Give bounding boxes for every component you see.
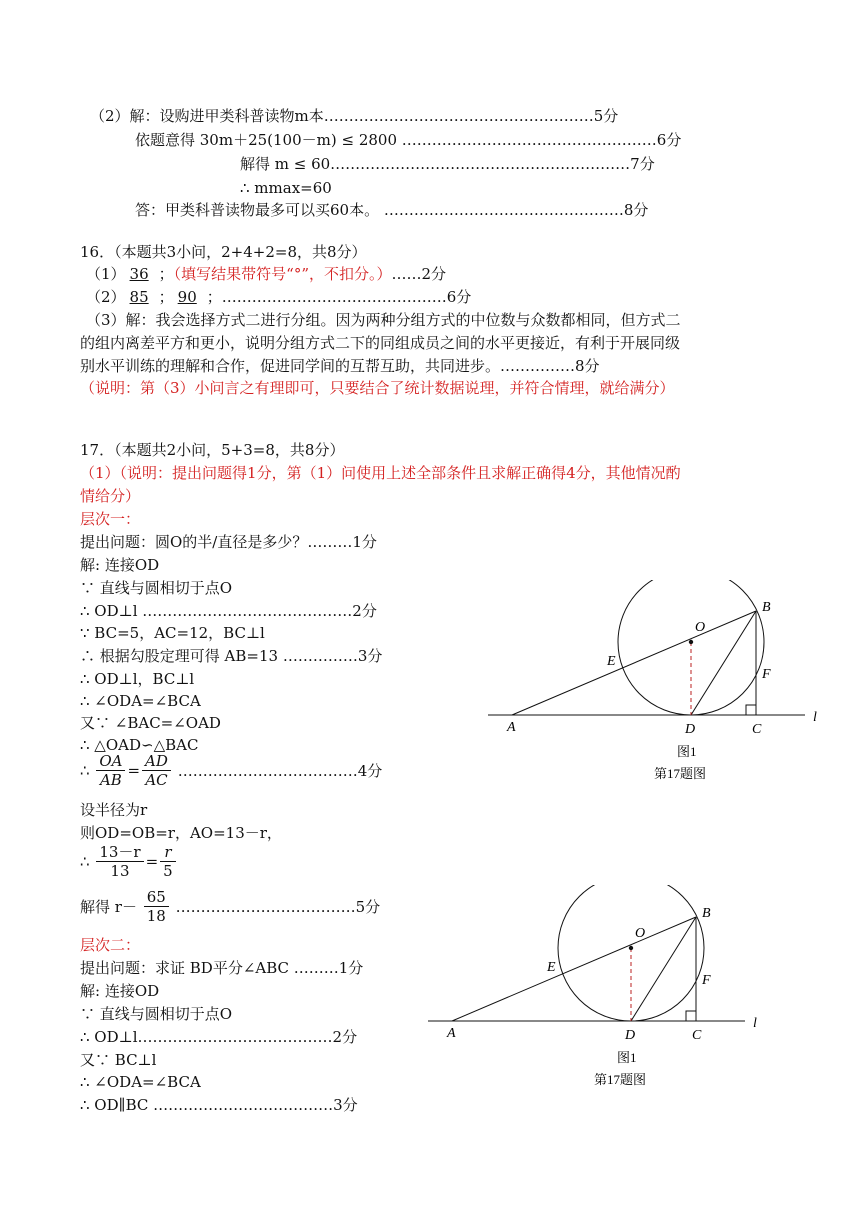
s17-l2-step5: ∴ ∠ODA=∠BCA <box>80 1073 201 1091</box>
label-a: A <box>507 720 516 735</box>
s16-q3-line3: 别水平训练的理解和合作，促进同学间的互帮互助，共同进步。……………8分 <box>80 357 600 375</box>
s17-l1-step1: 解: 连接OD <box>80 556 160 574</box>
s17-l2-question: 提出问题：求证 BD平分∠ABC ………1分 <box>80 959 364 977</box>
s16-q3-line2: 的组内离差平方和更小，说明分组方式二下的同组成员之间的水平更接近，有利于开展同级 <box>80 334 681 352</box>
label-d: D <box>685 722 696 737</box>
right-angle-mark <box>686 1011 696 1021</box>
s17-level2: 层次二： <box>80 936 141 954</box>
label-o: O <box>635 926 646 941</box>
frac-denominator: 5 <box>163 862 173 880</box>
s16-q2 <box>86 287 471 307</box>
s17-l1-step2: ∵ 直线与圆相切于点O <box>80 579 233 597</box>
s17-l1-fraction-2 <box>142 752 171 789</box>
s17-l1-eq-prefix: ∴ <box>80 852 90 871</box>
s17-l1-result-prefix: 解得 r－ <box>80 898 137 916</box>
label-b: B <box>762 600 771 615</box>
frac-denominator: 13 <box>110 862 130 880</box>
s16-q1-answer: 36 <box>129 265 149 283</box>
s16-q1-note: （填写结果带符号“°”，不扣分。） <box>173 265 392 283</box>
figure-caption-1: 图1 <box>677 744 697 759</box>
figure-caption-2: 第17题图 <box>654 766 707 781</box>
s17-l1-question: 提出问题：圆O的半/直径是多少？………1分 <box>80 533 377 551</box>
s16-q2-answer2: 90 <box>177 288 197 306</box>
label-c: C <box>692 1028 702 1043</box>
s17-l2-step1: 解: 连接OD <box>80 982 160 1000</box>
frac-numerator: 13－r <box>96 843 143 862</box>
s16-title: 16．（本题共3小问，2+4+2=8，共8分） <box>80 243 367 261</box>
s17-l1-step9: ∴ △OAD∽△BAC <box>80 736 199 754</box>
s16-note: （说明：第（3）小问言之有理即可，只要结合了统计数据说理，并符合情理，就给满分） <box>80 379 675 397</box>
s17-l1-ratio-score: ………………………………4分 <box>177 762 383 780</box>
label-l: l <box>753 1016 757 1031</box>
label-f: F <box>762 667 771 682</box>
s16-q2-answer1: 85 <box>129 288 149 306</box>
s17-l1-step8: 又∵ ∠BAC=∠OAD <box>80 714 221 732</box>
s17-l1-fraction-4 <box>160 843 176 880</box>
frac-denominator: 18 <box>146 907 166 925</box>
s17-l1-fraction-5 <box>144 888 169 925</box>
s17-l1-step7: ∴ ∠ODA=∠BCA <box>80 692 201 710</box>
s17-l1-step4: ∵ BC=5，AC=12，BC⊥l <box>80 624 265 642</box>
s17-l1-fraction-3 <box>96 843 143 880</box>
label-o: O <box>695 620 706 635</box>
figure-17-bottom <box>420 885 780 1095</box>
s15-line-1: （2）解：设购进甲类科普读物m本………………………………………………5分 <box>90 107 619 125</box>
s16-q2-sep: ； <box>158 288 174 306</box>
label-e: E <box>547 960 556 975</box>
s16-q3-line1: （3）解：我会选择方式二进行分组。因为两种分组方式的中位数与众数都相同，但方式二 <box>86 311 681 329</box>
s17-l2-step2: ∵ 直线与圆相切于点O <box>80 1005 233 1023</box>
s15-line-4: ∴ mmax=60 <box>240 179 332 197</box>
s17-l1-step11: 设半径为r <box>80 801 148 819</box>
s17-l1-ratio-prefix: ∴ <box>80 761 90 780</box>
s17-l1-step5: ∴ 根据勾股定理可得 AB=13 ……………3分 <box>80 647 383 665</box>
equals-sign: = <box>145 852 159 871</box>
label-e: E <box>607 654 616 669</box>
figure-caption-2: 第17题图 <box>594 1072 647 1087</box>
s17-l1-step12: 则OD=OB=r，AO=13－r， <box>80 824 282 842</box>
label-f: F <box>702 973 711 988</box>
s17-l1-ratio <box>80 752 382 789</box>
s17-l1-fraction-1 <box>96 752 125 789</box>
label-l: l <box>813 710 817 725</box>
s17-l2-step3: ∴ OD⊥l…………………………………2分 <box>80 1028 358 1046</box>
frac-numerator: r <box>160 843 176 862</box>
segment-ab <box>512 611 756 715</box>
s16-q1-score: ……2分 <box>391 265 447 283</box>
frac-denominator: AB <box>99 771 122 789</box>
frac-numerator: 65 <box>144 888 169 907</box>
segment-ab <box>452 917 696 1021</box>
s17-l1-result-score: ………………………………5分 <box>175 898 381 916</box>
s17-l1-step6: ∴ OD⊥l，BC⊥l <box>80 670 195 688</box>
s16-q1-sep: ； <box>158 265 174 283</box>
s17-l1-equation <box>80 843 178 880</box>
s15-line-3: 解得 m ≤ 60……………………………………………………7分 <box>240 155 655 173</box>
s15-line-5: 答：甲类科普读物最多可以买60本。 …………………………………………8分 <box>135 201 649 219</box>
s16-q2-score: ；………………………………………6分 <box>206 288 472 306</box>
s17-title: 17．（本题共2小问，5+3=8，共8分） <box>80 441 345 459</box>
s15-line-2: 依题意得 30m＋25(100－m) ≤ 2800 ……………………………………………6分 <box>135 131 682 149</box>
frac-numerator: OA <box>96 752 125 771</box>
right-angle-mark <box>746 705 756 715</box>
label-c: C <box>752 722 762 737</box>
s17-l1-result <box>80 888 380 925</box>
label-d: D <box>625 1028 636 1043</box>
s17-l2-step4: 又∵ BC⊥l <box>80 1051 157 1069</box>
s17-l2-step6: ∴ OD∥BC ………………………………3分 <box>80 1096 358 1114</box>
label-a: A <box>447 1026 456 1041</box>
s17-note-line1: （1）（说明：提出问题得1分，第（1）问使用上述全部条件且求解正确得4分，其他情况酌 <box>80 464 681 482</box>
s17-level1: 层次一： <box>80 510 141 528</box>
figure-17-top <box>480 580 840 790</box>
frac-numerator: AD <box>142 752 171 771</box>
point-o <box>629 946 633 950</box>
label-b: B <box>702 906 711 921</box>
s17-note-line2: 情给分） <box>80 487 141 505</box>
s16-q1-prefix: （1） <box>86 265 126 283</box>
frac-denominator: AC <box>145 771 168 789</box>
s16-q2-prefix: （2） <box>86 288 126 306</box>
s17-l1-step3: ∴ OD⊥l ……………………………………2分 <box>80 602 377 620</box>
figure-caption-1: 图1 <box>617 1050 637 1065</box>
equals-sign: = <box>127 761 141 780</box>
point-o <box>689 640 693 644</box>
s16-q1 <box>86 264 446 284</box>
